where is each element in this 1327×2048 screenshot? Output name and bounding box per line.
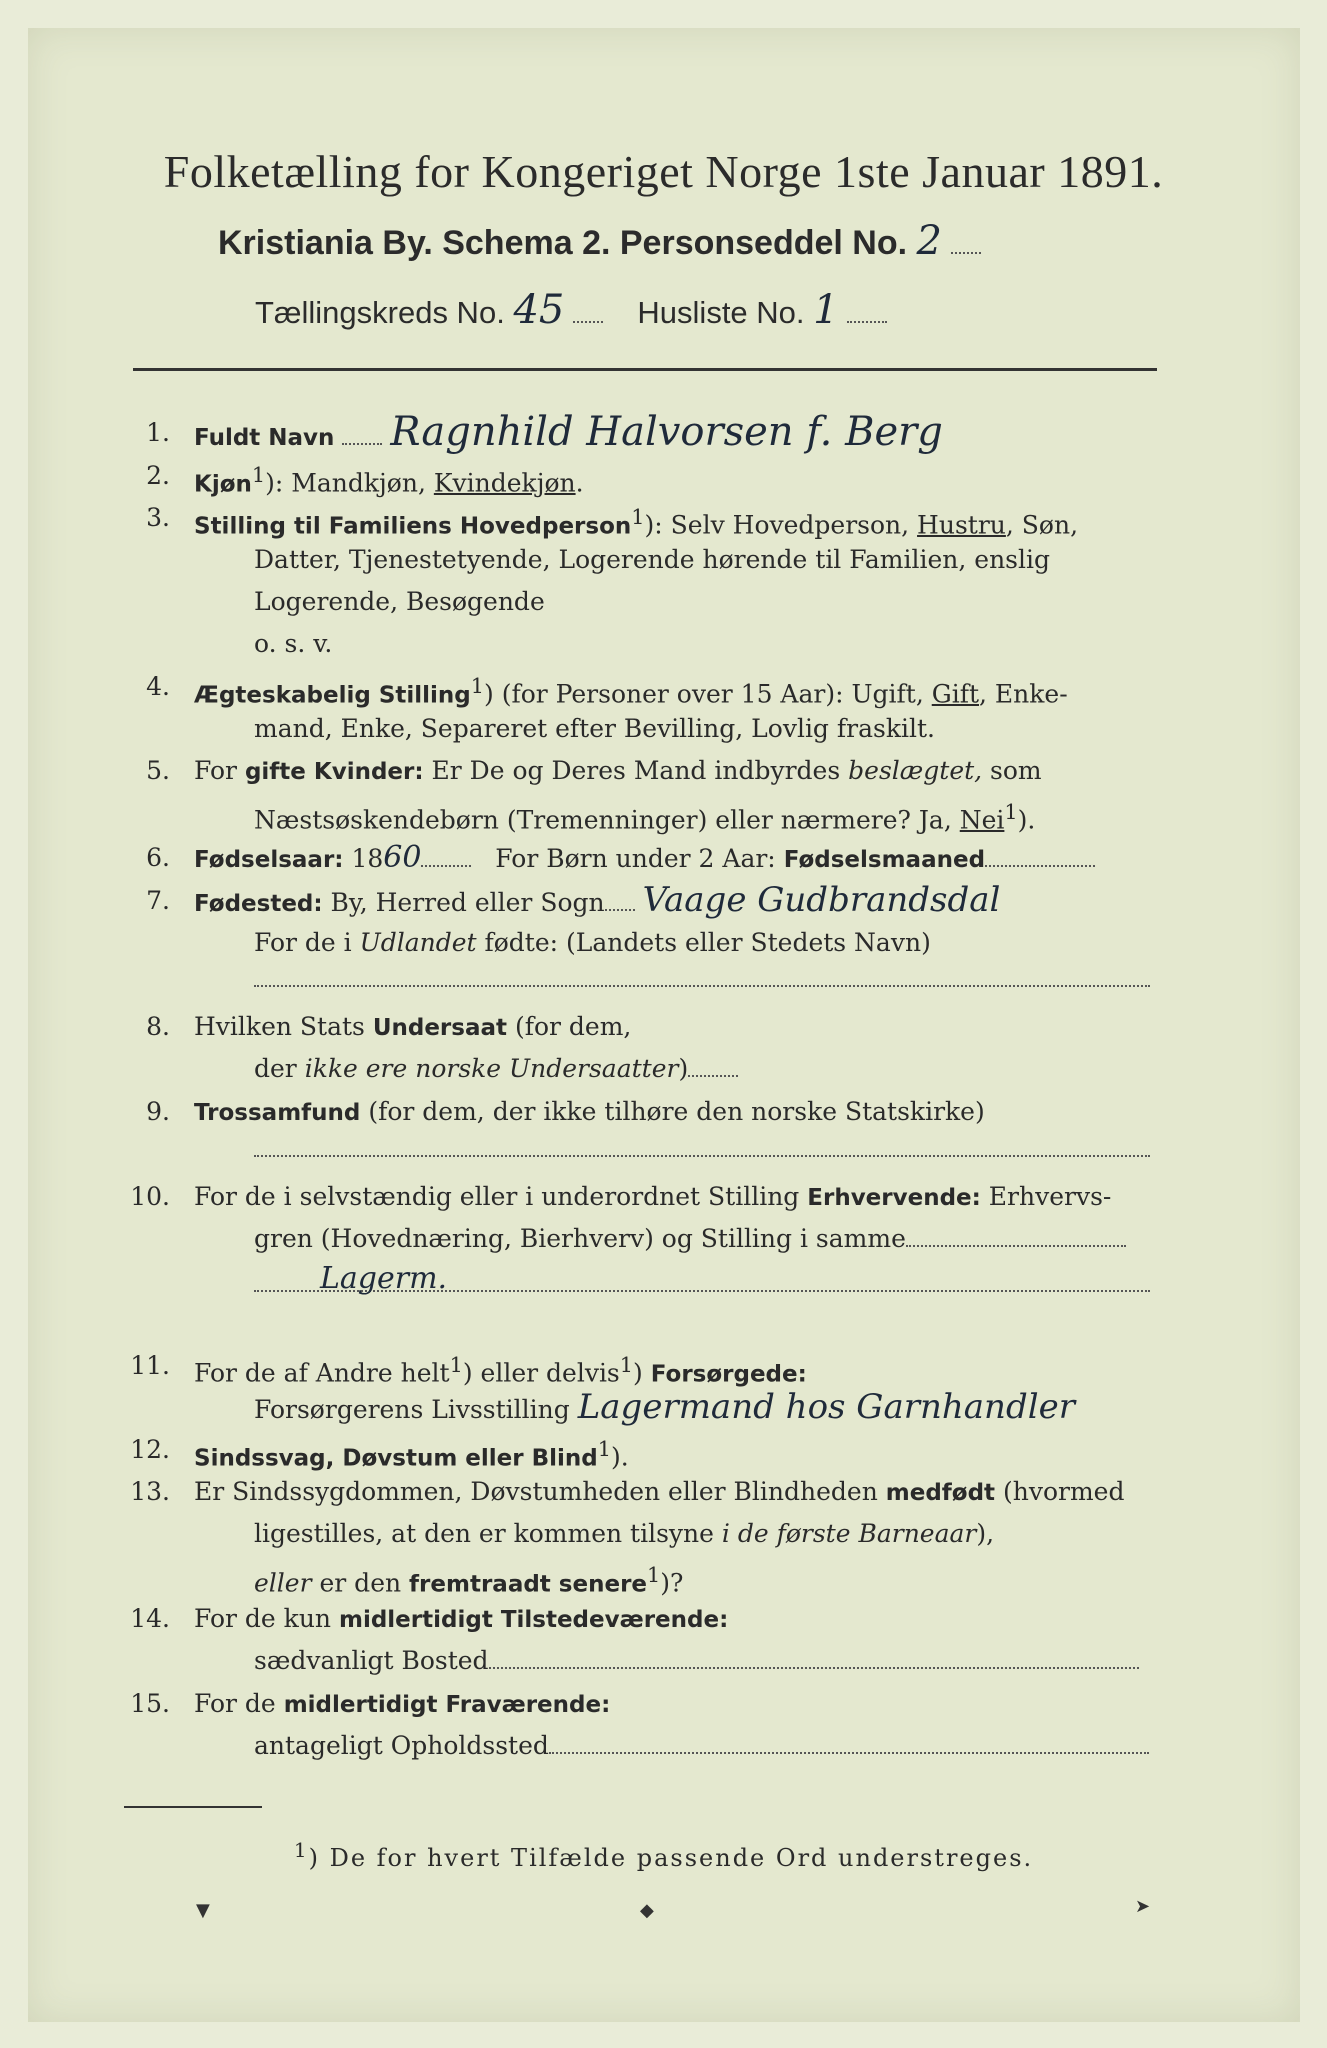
- punct: )?: [660, 1568, 684, 1598]
- item-12-text: [194, 1437, 629, 1471]
- birthplace-value: Vaage Gudbrandsdal: [642, 880, 1001, 920]
- congenital-line3-italic: eller: [254, 1568, 312, 1598]
- birthplace-question: By, Herred eller Sogn: [322, 888, 605, 917]
- form-title: Folketælling for Kongeriget Norge 1ste Januar 1891.: [163, 146, 1164, 197]
- occupation-value: Lagerm.: [320, 1261, 448, 1296]
- item-number: 15.: [130, 1689, 170, 1718]
- birth-year-label: Fødselsaar:: [194, 847, 344, 873]
- dots: [421, 847, 471, 867]
- citizenship-question: (for dem,: [507, 1012, 632, 1041]
- birth-year-value: 60: [383, 840, 422, 875]
- item-number: 7.: [146, 886, 170, 915]
- footnote-ref: 1: [597, 1437, 612, 1461]
- marital-line2: mand, Enke, Separeret efter Bevilling, Lovlig fraskilt.: [254, 714, 935, 743]
- binding-hole-mark: ◆: [640, 1900, 654, 1921]
- full-name-value: Ragnhild Halvorsen f. Berg: [390, 409, 943, 455]
- item-10-text: [194, 1184, 1111, 1211]
- personseddel-number: 2: [916, 218, 942, 264]
- occupation-question-b: Erhvervs-: [980, 1182, 1112, 1211]
- item-5-line2-text: [254, 800, 1036, 835]
- item-13-line3-text: [254, 1563, 683, 1597]
- birth-month-question: For Børn under 2 Aar:: [495, 844, 784, 873]
- temporary-absent-label: midlertidigt Fraværende:: [283, 1692, 611, 1718]
- occupation-line2: gren (Hovednæring, Bierhverv) og Stilling i samme: [254, 1224, 906, 1253]
- item-11-text: [194, 1353, 807, 1387]
- item-number: 4.: [146, 672, 170, 701]
- item-number: 8.: [146, 1012, 170, 1041]
- disability-label: Sindssvag, Døvstum eller Blind: [194, 1445, 598, 1472]
- husliste-number: 1: [813, 287, 839, 333]
- usual-residence-label: sædvanligt Bosted: [254, 1646, 489, 1675]
- item-13-line2-text: [254, 1521, 994, 1546]
- item-3-text: [194, 505, 1078, 539]
- item-number: 9.: [146, 1097, 170, 1126]
- item-8-line2-text: [254, 1056, 738, 1081]
- item-number: 12.: [130, 1435, 170, 1464]
- related-line2: Næstsøskendebørn (Tremenninger) eller nærmere? Ja,: [254, 805, 960, 835]
- item-15-line2-text: [254, 1733, 1149, 1758]
- family-position-line4: o. s. v.: [254, 629, 333, 658]
- congenital-label: medfødt: [885, 1480, 996, 1506]
- binding-hole-mark: ➤: [1135, 1896, 1151, 1917]
- temporary-present-label: midlertidigt Tilstedeværende:: [338, 1607, 729, 1633]
- punct: ).: [611, 1442, 629, 1472]
- header-rule: [133, 368, 1157, 371]
- item-14-text: [194, 1606, 728, 1633]
- punct: .: [575, 468, 584, 498]
- sex-label: Kjøn: [194, 471, 252, 498]
- marital-options: ) (for Personer over 15 Aar): Ugift,: [484, 679, 932, 709]
- item-15-text: [194, 1691, 610, 1718]
- supported-label: Forsørgede:: [650, 1361, 807, 1388]
- abroad-question: fødte: (Landets eller Stedets Navn): [476, 928, 931, 957]
- dots: [906, 1227, 1126, 1247]
- item-number: 14.: [130, 1604, 170, 1633]
- congenital-line3: er den: [311, 1568, 410, 1598]
- item-10-line2-text: [254, 1226, 1126, 1251]
- supported-pre: For de af Andre helt: [194, 1358, 450, 1388]
- full-name-label: Fuldt Navn: [194, 425, 335, 451]
- occupation-pre: For de i selvstændig eller i underordnet Stilling: [194, 1182, 808, 1211]
- punct: ).: [1017, 805, 1036, 835]
- married-women-label: gifte Kvinder:: [244, 759, 424, 785]
- dots: [489, 1649, 1139, 1669]
- item-number: 13.: [130, 1477, 170, 1506]
- congenital-question: Er Sindssygdommen, Døvstumheden eller Blindheden: [194, 1477, 886, 1506]
- footnote-ref: 1: [449, 1353, 463, 1377]
- religion-label: Trossamfund: [194, 1100, 361, 1126]
- punct: ),: [976, 1519, 995, 1548]
- abroad-pre: For de i: [254, 928, 360, 957]
- marital-options-b: , Enke-: [979, 679, 1068, 709]
- dots: [342, 425, 382, 445]
- sex-selected: Kvindekjøn: [433, 468, 576, 498]
- subtitle-printed: Kristiania By. Schema 2. Personseddel No.: [218, 224, 908, 262]
- item-1-text: [194, 409, 943, 455]
- congenital-line2-italic: i de første Barneaar: [721, 1519, 977, 1548]
- answer-line: [254, 985, 1150, 987]
- kreds-dots: [573, 303, 603, 323]
- related-word: beslægtet,: [848, 756, 983, 785]
- marital-selected: Gift: [931, 679, 979, 709]
- sex-options: ): Mandkjøn,: [265, 468, 434, 498]
- item-number: 1.: [146, 418, 170, 447]
- footnote-text: ) De for hvert Tilfælde passende Ord understreges.: [308, 1844, 1034, 1872]
- footnote-rule: [124, 1806, 262, 1808]
- item-number: 10.: [130, 1182, 170, 1211]
- related-question: Er De og Deres Mand indbyrdes: [423, 756, 849, 785]
- supported-mid: ) eller delvis: [462, 1358, 620, 1388]
- dots: [985, 847, 1095, 867]
- dots: [688, 1057, 738, 1077]
- item-number: 2.: [146, 461, 170, 490]
- birth-year-prefix: 18: [351, 844, 384, 873]
- footnote-sup: 1: [293, 1838, 309, 1862]
- item-14-line2-text: [254, 1648, 1139, 1673]
- answer-line: [254, 1155, 1150, 1157]
- pre: For de kun: [194, 1604, 339, 1633]
- footnote-ref: 1: [1004, 800, 1018, 824]
- citizenship-line2-pre: der: [254, 1054, 305, 1083]
- family-position-selected: Hustru: [917, 510, 1006, 540]
- citizenship-label: Undersaat: [372, 1015, 507, 1041]
- religion-question: (for dem, der ikke tilhøre den norske Statskirke): [360, 1097, 985, 1126]
- form-subtitle: [218, 218, 981, 264]
- family-position-label: Stilling til Familiens Hovedperson: [194, 513, 632, 540]
- item-number: 5.: [146, 756, 170, 785]
- congenital-line2: ligestilles, at den er kommen tilsyne: [254, 1519, 722, 1548]
- kreds-number: 45: [513, 287, 565, 333]
- abroad-word: Udlandet: [359, 928, 477, 957]
- item-13-text: [194, 1479, 1124, 1506]
- punct: ): [678, 1054, 689, 1083]
- punct: ): [633, 1358, 651, 1388]
- provider-label: Forsørgerens Livsstilling: [254, 1395, 570, 1424]
- item-number: 3.: [146, 503, 170, 532]
- item-4-text: [194, 674, 1068, 708]
- item-number: 11.: [130, 1351, 170, 1380]
- birthplace-label: Fødested:: [194, 891, 323, 917]
- footnote-ref: 1: [251, 463, 266, 487]
- husliste-dots: [847, 303, 887, 323]
- footnote-ref: 1: [647, 1563, 661, 1587]
- family-position-line3: Logerende, Besøgende: [254, 587, 545, 616]
- footnote-ref: 1: [470, 674, 485, 698]
- citizenship-pre: Hvilken Stats: [194, 1012, 373, 1041]
- item-6-text: [194, 840, 1095, 875]
- congenital-question-b: (hvormed: [995, 1477, 1125, 1506]
- probable-residence-label: antageligt Opholdssted: [254, 1731, 549, 1760]
- pre: For: [194, 756, 245, 785]
- form-kreds-line: [255, 287, 887, 333]
- item-number: 6.: [146, 843, 170, 872]
- footnote-ref: 1: [631, 505, 645, 529]
- kreds-label: Tællingskreds No.: [255, 295, 505, 330]
- item-8-text: [194, 1014, 631, 1041]
- citizenship-line2-italic: ikke ere norske Undersaatter: [304, 1054, 679, 1083]
- footnote-ref: 1: [619, 1353, 634, 1377]
- later-onset-label: fremtraadt senere: [409, 1571, 648, 1598]
- related-question-b: som: [982, 756, 1042, 785]
- husliste-label: Husliste No.: [637, 295, 805, 330]
- family-position-options: ): Selv Hovedperson,: [644, 510, 918, 540]
- birth-month-label: Fødselsmaaned: [783, 847, 986, 873]
- family-position-line2: Datter, Tjenestetyende, Logerende hørende til Familien, enslig: [254, 545, 1051, 574]
- pre: For de: [194, 1689, 284, 1718]
- item-11-line2-text: [254, 1387, 1075, 1427]
- item-5-text: [194, 758, 1042, 785]
- dots: [605, 891, 635, 911]
- item-9-text: [194, 1099, 985, 1126]
- item-7-line2-text: [254, 930, 931, 955]
- family-position-options-b: , Søn,: [1005, 510, 1079, 540]
- footnote: [0, 1838, 1327, 1872]
- item-7-text: [194, 880, 1001, 920]
- marital-label: Ægteskabelig Stilling: [194, 682, 471, 709]
- related-selected: Nei: [959, 805, 1005, 835]
- personseddel-dots: [951, 234, 981, 254]
- occupation-label: Erhvervende:: [807, 1185, 981, 1211]
- provider-value: Lagermand hos Garnhandler: [577, 1387, 1075, 1427]
- dots: [549, 1734, 1149, 1754]
- item-2-text: [194, 463, 584, 497]
- binding-hole-mark: ▼: [196, 1900, 210, 1921]
